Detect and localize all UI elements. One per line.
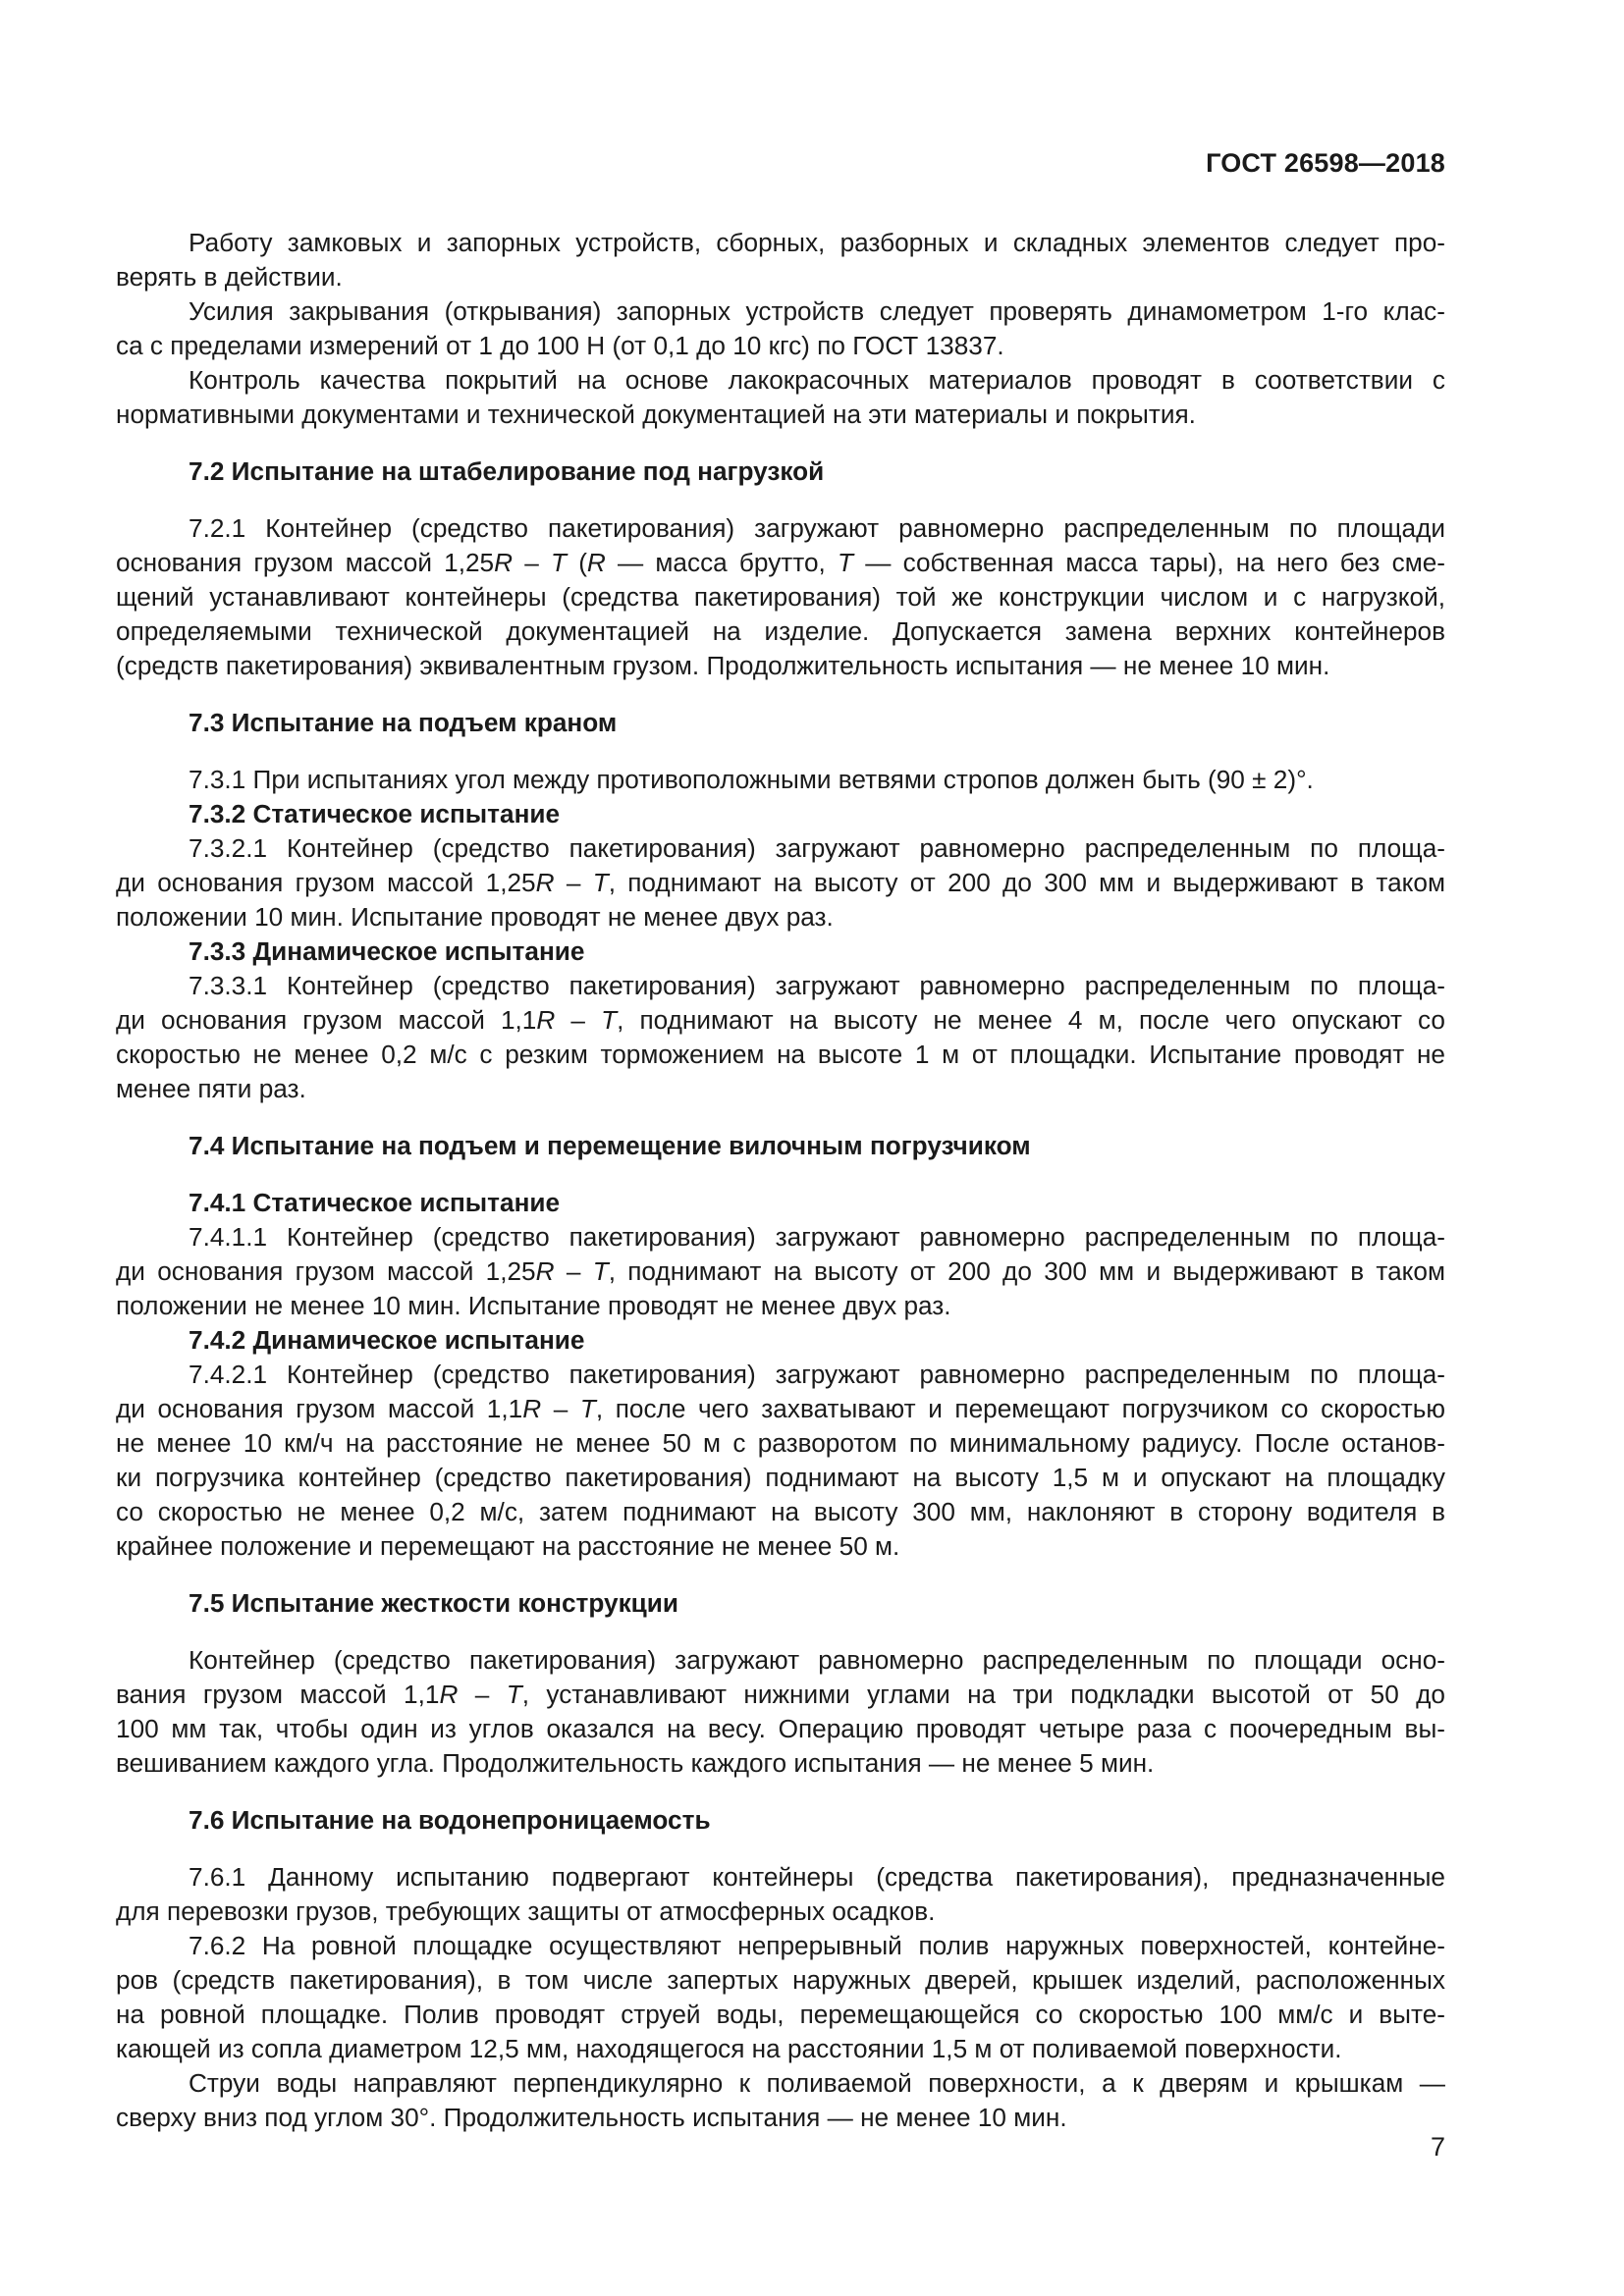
text-line: на ровной площадке. Полив проводят струей воды, перемещающейся со скоростью 100 мм/с и выте-: [116, 2000, 1445, 2029]
text-line: 7.2.1 Контейнер (средство пакетирования) загружают равномерно распределенным по площади: [189, 513, 1445, 543]
paragraph-7-5: [116, 1643, 1445, 1781]
paragraph-7-3-1: [116, 763, 1445, 797]
text-line: щений устанавливают контейнеры (средства пакетирования) той же конструкции числом и с нагрузкой,: [116, 582, 1445, 612]
section-heading-7-2: 7.2 Испытание на штабелирование под нагрузкой: [189, 456, 825, 486]
page-number: 7: [1430, 2132, 1445, 2162]
text-line: (средств пакетирования) эквивалентным грузом. Продолжительность испытания — не менее 10 мин.: [116, 651, 1330, 680]
text-line: крайнее положение и перемещают на расстояние не менее 50 м.: [116, 1531, 900, 1561]
text-line: са с пределами измерений от 1 до 100 Н (от 0,1 до 10 кгс) по ГОСТ 13837.: [116, 331, 1004, 360]
text-line: 7.3.1 При испытаниях угол между противоположными ветвями стропов должен быть (90 ± 2)°.: [189, 765, 1314, 794]
section-heading-7-3: 7.3 Испытание на подъем краном: [189, 708, 618, 737]
text-line: не менее 10 км/ч на расстояние не менее 50 м с разворотом по минимальному радиусу. После останов-: [116, 1428, 1445, 1458]
text-line: вания грузом массой 1,1R – T, устанавливают нижними углами на три подкладки высотой от 50 до: [116, 1680, 1445, 1709]
text-line: положении 10 мин. Испытание проводят не менее двух раз.: [116, 902, 834, 932]
paragraph-7-4-2-1: [116, 1358, 1445, 1564]
text-line: ди основания грузом массой 1,1R – T, поднимают на высоту не менее 4 м, после чего опускают со: [116, 1005, 1445, 1035]
text-line: основания грузом массой 1,25R – T (R — масса брутто, T — собственная масса тары), на него без сме-: [116, 548, 1445, 577]
paragraph: [116, 226, 1445, 294]
text-line: 7.3.2.1 Контейнер (средство пакетирования) загружают равномерно распределенным по площа-: [189, 833, 1445, 863]
subsection-heading-7-4-1: 7.4.1 Статическое испытание: [189, 1188, 561, 1217]
paragraph-7-2-1: [116, 511, 1445, 683]
section-heading-7-5: 7.5 Испытание жесткости конструкции: [189, 1588, 678, 1618]
paragraph-7-6-3: [116, 2066, 1445, 2135]
text-line: скоростью не менее 0,2 м/с с резким торможением на высоте 1 м от площадки. Испытание проводят не: [116, 1040, 1445, 1069]
text-line: 7.3.3.1 Контейнер (средство пакетирования) загружают равномерно распределенным по площа-: [189, 971, 1445, 1000]
paragraph-7-3-2-1: [116, 831, 1445, 934]
text-line: Усилия закрывания (открывания) запорных устройств следует проверять динамометром 1-го клас-: [189, 296, 1445, 326]
text-line: 7.6.2 На ровной площадке осуществляют непрерывный полив наружных поверхностей, контейне-: [189, 1931, 1445, 1960]
text-line: 7.6.1 Данному испытанию подвергают контейнеры (средства пакетирования), предназначенные: [189, 1862, 1445, 1892]
text-line: ров (средств пакетирования), в том числе запертых наружных дверей, крышек изделий, расположенных: [116, 1965, 1445, 1995]
paragraph-7-4-1-1: [116, 1220, 1445, 1323]
text-line: ди основания грузом массой 1,1R – T, после чего захватывают и перемещают погрузчиком со скоростью: [116, 1394, 1445, 1423]
section-heading-7-6: 7.6 Испытание на водонепроницаемость: [189, 1805, 711, 1835]
text-line: менее пяти раз.: [116, 1074, 306, 1103]
page-body: [116, 226, 1445, 2135]
text-line: положении не менее 10 мин. Испытание проводят не менее двух раз.: [116, 1291, 951, 1320]
text-line: Работу замковых и запорных устройств, сборных, разборных и складных элементов следует про-: [189, 228, 1445, 257]
paragraph-7-6-1: [116, 1860, 1445, 1929]
paragraph-7-3-3-1: [116, 969, 1445, 1106]
text-line: верять в действии.: [116, 262, 343, 292]
text-line: кающей из сопла диаметром 12,5 мм, находящегося на расстоянии 1,5 м от поливаемой поверхности.: [116, 2034, 1342, 2063]
text-line: ди основания грузом массой 1,25R – T, поднимают на высоту от 200 до 300 мм и выдерживают в таком: [116, 868, 1445, 897]
text-line: Контроль качества покрытий на основе лакокрасочных материалов проводят в соответствии с: [189, 365, 1445, 395]
text-line: определяемыми технической документацией на изделие. Допускается замена верхних контейнеров: [116, 616, 1445, 646]
text-line: 100 мм так, чтобы один из углов оказался на весу. Операцию проводят четыре раза с поочередным вы-: [116, 1714, 1445, 1743]
subsection-heading-7-4-2: 7.4.2 Динамическое испытание: [189, 1325, 585, 1355]
text-line: Контейнер (средство пакетирования) загружают равномерно распределенным по площади осно-: [189, 1645, 1445, 1675]
text-line: ки погрузчика контейнер (средство пакетирования) поднимают на высоту 1,5 м и опускают на площадку: [116, 1463, 1445, 1492]
subsection-heading-7-3-3: 7.3.3 Динамическое испытание: [189, 936, 585, 966]
text-line: 7.4.1.1 Контейнер (средство пакетирования) загружают равномерно распределенным по площа-: [189, 1222, 1445, 1252]
subsection-heading-7-3-2: 7.3.2 Статическое испытание: [189, 799, 561, 828]
text-line: сверху вниз под углом 30°. Продолжительность испытания — не менее 10 мин.: [116, 2103, 1067, 2132]
text-line: вешиванием каждого угла. Продолжительность каждого испытания — не менее 5 мин.: [116, 1748, 1155, 1778]
text-line: 7.4.2.1 Контейнер (средство пакетирования) загружают равномерно распределенным по площа-: [189, 1360, 1445, 1389]
text-line: ди основания грузом массой 1,25R – T, поднимают на высоту от 200 до 300 мм и выдерживают в таком: [116, 1256, 1445, 1286]
document-code: ГОСТ 26598—2018: [1206, 148, 1445, 178]
text-line: Струи воды направляют перпендикулярно к поливаемой поверхности, а к дверям и крышкам —: [189, 2068, 1445, 2098]
section-heading-7-4: 7.4 Испытание на подъем и перемещение вилочным погрузчиком: [189, 1131, 1031, 1160]
paragraph: [116, 294, 1445, 363]
text-line: нормативными документами и технической документацией на эти материалы и покрытия.: [116, 400, 1196, 429]
paragraph-7-6-2: [116, 1929, 1445, 2066]
text-line: со скоростью не менее 0,2 м/с, затем поднимают на высоту 300 мм, наклоняют в сторону водителя в: [116, 1497, 1445, 1526]
paragraph: [116, 363, 1445, 432]
text-line: для перевозки грузов, требующих защиты от атмосферных осадков.: [116, 1896, 936, 1926]
